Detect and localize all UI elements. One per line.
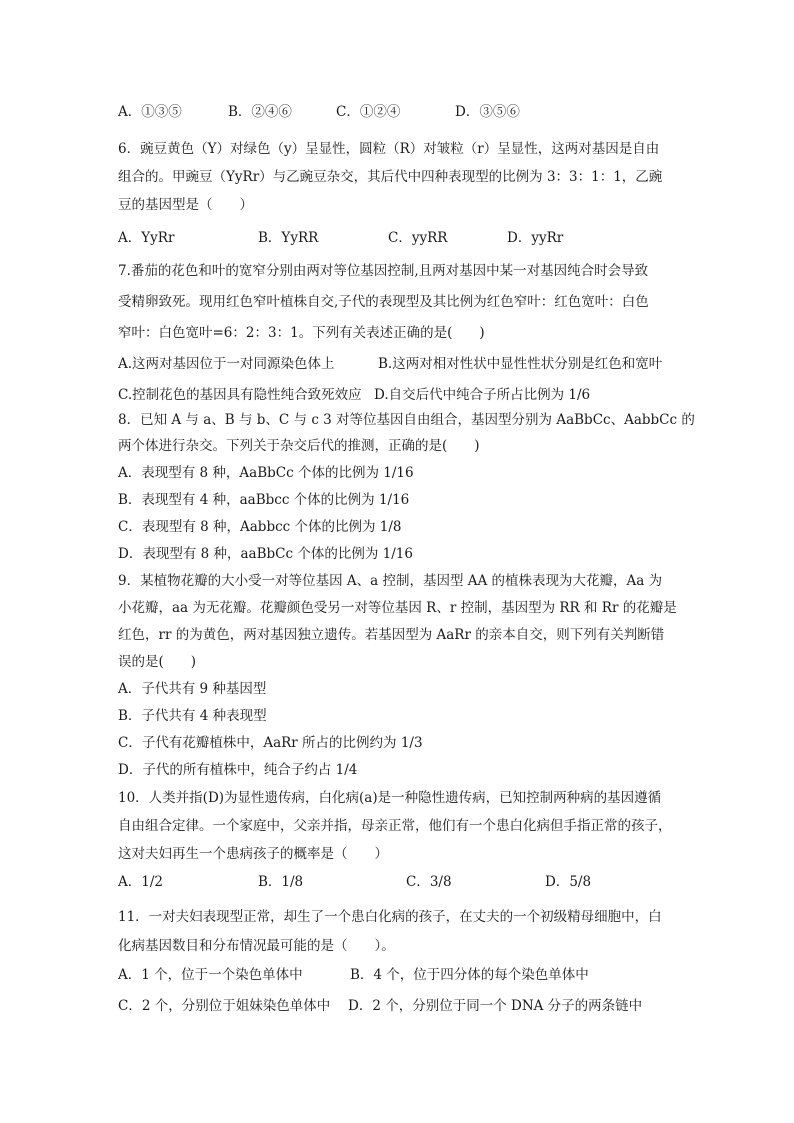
q6-option-a: A．YyRr xyxy=(118,230,175,246)
q9-stem-line-2: 小花瓣，aa 为无花瓣。花瓣颜色受另一对等位基因 R、r 控制，基因型为 RR 和 Rr 的花瓣是 xyxy=(118,600,677,616)
q11-option-b: B．4 个，位于四分体的每个染色单体中 xyxy=(350,967,589,983)
q9-option-b: B．子代共有 4 种表现型 xyxy=(118,708,267,724)
q8-stem-line-2: 两个体进行杂交。下列关于杂交后代的推测，正确的是( ) xyxy=(118,438,480,454)
q10-option-d: D．5/8 xyxy=(545,874,592,890)
q5-option-b: B．②④⑥ xyxy=(228,104,292,120)
q5-option-a: A．①③⑤ xyxy=(118,104,182,120)
q7-option-b: B.这两对相对性状中显性性状分别是红色和宽叶 xyxy=(378,356,663,372)
q9-option-c: C．子代有花瓣植株中，AaRr 所占的比例约为 1/3 xyxy=(118,735,423,751)
q11-stem-line-2: 化病基因数目和分布情况最可能的是（ ）。 xyxy=(118,938,395,954)
q10-stem-line-1: 10．人类并指(D)为显性遗传病，白化病(a)是一种隐性遗传病，已知控制两种病的基因遵循 xyxy=(118,790,662,806)
q5-option-c: C．①②④ xyxy=(336,104,401,120)
q11-option-a: A．1 个，位于一个染色单体中 xyxy=(118,967,303,983)
q6-option-d: D．yyRr xyxy=(507,230,564,246)
q9-stem-line-4: 误的是( ) xyxy=(118,654,197,670)
q9-option-a: A．子代共有 9 种基因型 xyxy=(118,681,267,697)
q7-stem-line-1: 7.番茄的花色和叶的宽窄分别由两对等位基因控制,且两对基因中某一对基因纯合时会导致 xyxy=(118,263,649,279)
q7-stem-line-2: 受精卵致死。现用红色窄叶植株自交,子代的表现型及其比例为红色窄叶：红色宽叶：白色 xyxy=(118,294,649,310)
q10-stem-line-3: 这对夫妇再生一个患病孩子的概率是（ ） xyxy=(118,846,388,862)
q8-stem-line-1: 8．已知 A 与 a、B 与 b、C 与 c 3 对等位基因自由组合，基因型分别为 AaBbCc、AabbCc 的 xyxy=(118,412,695,428)
q6-option-c: C．yyRR xyxy=(388,230,448,246)
q6-stem-line-3: 豆的基因型是（ ） xyxy=(118,197,253,213)
q7-option-d: D.自交后代中纯合子所占比例为 1/6 xyxy=(374,387,591,403)
q6-stem-line-2: 组合的。甲豌豆（YyRr）与乙豌豆杂交，其后代中四种表现型的比例为 3：3：1：1，乙豌 xyxy=(118,169,663,185)
q8-option-b: B．表现型有 4 种，aaBbcc 个体的比例为 1/16 xyxy=(118,492,410,508)
q11-option-c: C．2 个，分别位于姐妹染色单体中 xyxy=(118,998,331,1014)
q8-option-c: C．表现型有 8 种，Aabbcc 个体的比例为 1/8 xyxy=(118,519,402,535)
q7-option-a: A.这两对基因位于一对同源染色体上 xyxy=(118,356,335,372)
q11-stem-line-1: 11．一对夫妇表现型正常，却生了一个患白化病的孩子，在丈夫的一个初级精母细胞中，白 xyxy=(118,909,662,925)
q6-stem-line-1: 6．豌豆黄色（Y）对绿色（y）呈显性，圆粒（R）对皱粒（r）呈显性，这两对基因是自由 xyxy=(118,141,660,157)
q8-option-a: A．表现型有 8 种，AaBbCc 个体的比例为 1/16 xyxy=(118,465,414,481)
q8-option-d: D．表现型有 8 种，aaBbCc 个体的比例为 1/16 xyxy=(118,546,413,562)
q10-option-c: C．3/8 xyxy=(406,874,452,890)
q9-option-d: D．子代的所有植株中，纯合子约占 1/4 xyxy=(118,762,358,778)
q10-option-a: A．1/2 xyxy=(118,874,163,890)
q7-stem-line-3: 窄叶：白色宽叶=6：2：3：1。下列有关表述正确的是( ) xyxy=(118,325,485,341)
q7-option-c: C.控制花色的基因具有隐性纯合致死效应 xyxy=(118,387,362,403)
q5-option-d: D．③⑤⑥ xyxy=(455,104,520,120)
q11-option-d: D．2 个，分别位于同一个 DNA 分子的两条链中 xyxy=(348,998,643,1014)
q9-stem-line-3: 红色，rr 的为黄色，两对基因独立遗传。若基因型为 AaRr 的亲本自交，则下列有关判断错 xyxy=(118,627,665,643)
q6-option-b: B．YyRR xyxy=(258,230,319,246)
q10-option-b: B．1/8 xyxy=(258,874,304,890)
q9-stem-line-1: 9．某植物花瓣的大小受一对等位基因 A、a 控制，基因型 AA 的植株表现为大花瓣，Aa 为 xyxy=(118,573,663,589)
q10-stem-line-2: 自由组合定律。一个家庭中，父亲并指，母亲正常，他们有一个患白化病但手指正常的孩子， xyxy=(118,818,672,834)
